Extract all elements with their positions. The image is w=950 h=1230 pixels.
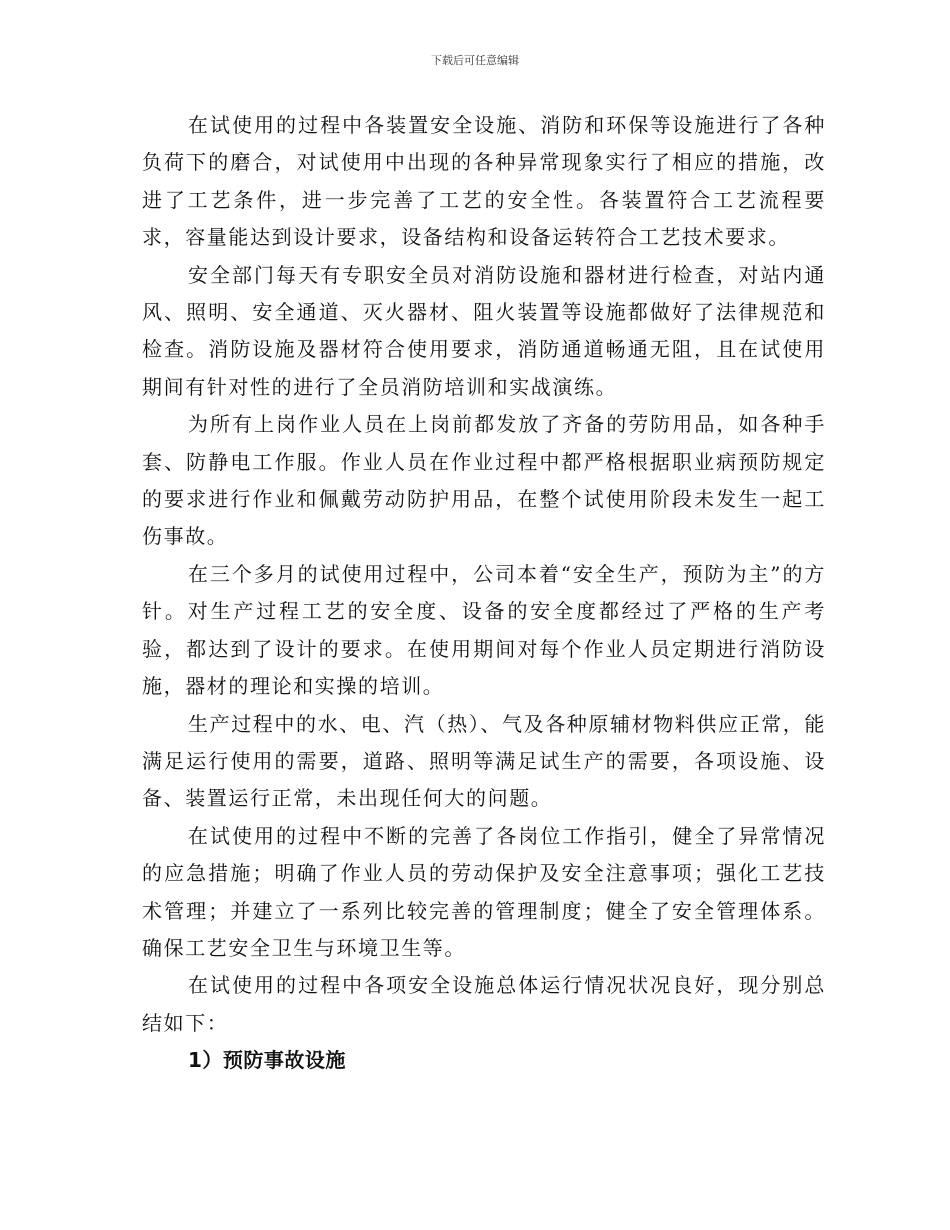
paragraph-utilities-supply: 生产过程中的水、电、汽（热）、气及各种原辅材物料供应正常，能满足运行使用的需要，道路、照明等满足试生产的需要，各项设施、设备、装置运行正常，未出现任何大的问题。 [142, 711, 826, 811]
paragraph-management-improvement: 在试使用的过程中不断的完善了各岗位工作指引，健全了异常情况的应急措施；明确了作业人员的劳动保护及安全注意事项；强化工艺技术管理；并建立了一系列比较完善的管理制度；健全了安全管理体系。确保工艺安全卫生与环境卫生等。 [142, 823, 826, 960]
section-heading: 1）预防事故设施 [188, 1048, 346, 1073]
paragraph-fire-inspection: 安全部门每天有专职安全员对消防设施和器材进行检查，对站内通风、照明、安全通道、灭火器材、阻火装置等设施都做好了法律规范和检查。消防设施及器材符合使用要求，消防通道畅通无阻，且在试使用期间有针对性的进行了全员消防培训和实战演练。 [142, 262, 826, 399]
paragraph-protective-equipment: 为所有上岗作业人员在上岗前都发放了齐备的劳防用品，如各种手套、防静电工作服。作业人员在作业过程中都严格根据职业病预防规定的要求进行作业和佩戴劳动防护用品，在整个试使用阶段未发生一起工伤事故。 [142, 412, 826, 549]
document-body [142, 107, 826, 1080]
page-header: 下载后可任意编辑 [431, 54, 519, 67]
paragraph-trial-operation: 在试使用的过程中各装置安全设施、消防和环保等设施进行了各种负荷下的磨合，对试使用中出现的各种异常现象实行了相应的措施，改进了工艺条件，进一步完善了工艺的安全性。各装置符合工艺流程要求，容量能达到设计要求，设备结构和设备运转符合工艺技术要求。 [142, 113, 826, 250]
paragraph-safety-policy: 在三个多月的试使用过程中，公司本着“安全生产，预防为主”的方针。对生产过程工艺的安全度、设备的安全度都经过了严格的生产考验，都达到了设计的要求。在使用期间对每个作业人员定期进行消防设施，器材的理论和实操的培训。 [142, 561, 826, 699]
paragraph-summary-intro: 在试使用的过程中各项安全设施总体运行情况状况良好，现分别总结如下： [142, 973, 826, 1035]
